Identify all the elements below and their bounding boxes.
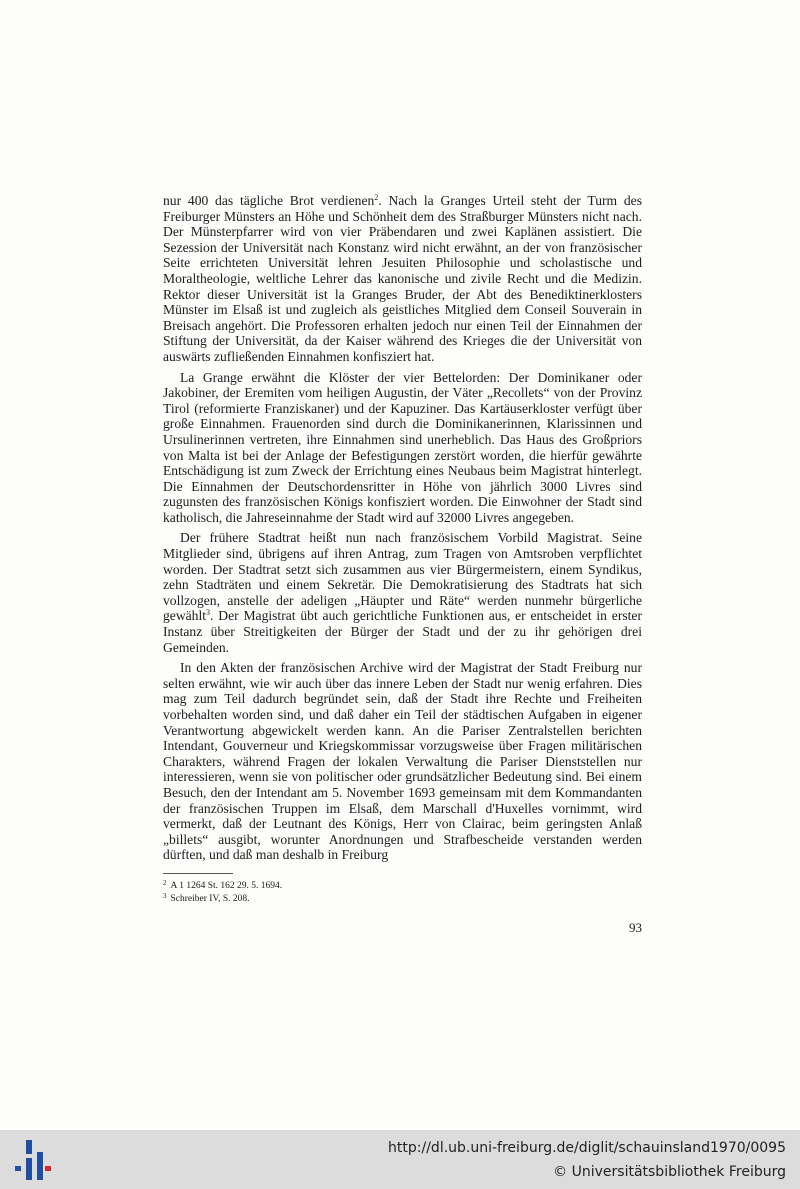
footnote: [163, 893, 563, 906]
paragraph-text: Der frühere Stadtrat heißt nun nach französischem Vorbild Magistrat. Seine Mitglieder sind, übrigens auf ihren Antrag, zum Tragen von Amtsroben verpflichtet worden. Der Stadtrat setzt sich zusammen aus vier Bürgermeistern, einem Syndikus, zehn Stadträten und einem Sekretär. Die Demokratisierung des Stadtrats hat sich vollzogen, anstelle der adeligen „Häupter und Räte“ werden nunmehr bürgerliche gewählt: [163, 530, 642, 624]
paragraph-text: La Grange erwähnt die Klöster der vier Bettelorden: Der Dominikaner oder Jakobiner, der Eremiten vom heiligen Augustin, der Väter „Recollets“ von der Provinz Tirol (reformierte Franziskaner) und der Kapuziner. Das Kartäuserkloster verfügt über große Einnahmen. Frauenorden sind durch die Dominikanerinnen, Klarissinnen und Ursulinerinnen vertreten, ihre Einnahmen sind unerheblich. Das Haus des Großpriors von Malta ist bei der Anlage der Befestigungen zerstört worden, die hierfür gewährte Entschädigung ist zum Zweck der Errichtung eines Neubaus beim Magistrat hinterlegt. Die Einnahmen der Deutschordensritter in Höhe von jährlich 3000 Livres sind zugunsten des französischen Königs konfisziert worden. Die Einwohner der Stadt sind katholisch, die Jahreseinnahme der Stadt wird auf 32000 Livres angegeben.: [163, 369, 642, 525]
footnotes: [163, 880, 563, 906]
paragraph-text: nur 400 das tägliche Brot verdienen: [163, 193, 375, 208]
paragraph: [163, 530, 642, 655]
document-url[interactable]: http://dl.ub.uni-freiburg.de/diglit/schauinsland1970/0095: [388, 1140, 786, 1156]
paragraph-text: In den Akten der französischen Archive wird der Magistrat der Stadt Freiburg nur selten erwähnt, wie wir auch über das innere Leben der Stadt nur wenig erfahren. Dies mag zum Teil dadurch begründet sein, daß der Stadt ihre Rechte und Freiheiten vorbehalten worden sind, und daß daher ein Teil der städtischen Aufgaben in eigener Verantwortung abgewickelt werden kann. An die Pariser Zentralstellen berichten Intendant, Gouverneur und Kriegskommissar vorzugsweise über Fragen militärischen Charakters, während Fragen der lokalen Verwaltung die Pariser Dienststellen nur interessieren, wenn sie von politischer oder grundsätzlicher Bedeutung sind. Bei einem Besuch, den der Intendant am 5. November 1693 gemeinsam mit dem Kommandanten der französischen Truppen im Elsaß, dem Marschall d'Huxelles vornimmt, wird vermerkt, daß der Leutnant des Königs, Herr von Clairac, beim geringsten Anlaß „billets“ ausgibt, worunter Anordnungen und Strafbescheide verstanden werden dürften, und daß man deshalb in Freiburg: [163, 660, 642, 863]
paragraph: [163, 660, 642, 863]
body-text: [163, 193, 642, 868]
footnote-mark: 2: [163, 879, 167, 887]
paragraph-text: . Der Magistrat übt auch gerichtliche Funktionen aus, er entscheidet in erster Instanz über Streitigkeiten der Bürger der Stadt und der zu ihr gehörigen drei Gemeinden.: [163, 608, 642, 655]
footnote-text: A 1 1264 St. 162 29. 5. 1694.: [170, 881, 283, 891]
footnote: [163, 880, 563, 893]
footnote-reference: 2: [374, 193, 379, 202]
footnote-mark: 3: [163, 892, 167, 900]
copyright-notice: © Universitätsbibliothek Freiburg: [553, 1164, 786, 1180]
paragraph-text: . Nach la Granges Urteil steht der Turm des Freiburger Münsters an Höhe und Schönheit dem des Straßburger Münsters nicht nach. Der Münsterpfarrer wird von vier Präbendaren und zwei Kaplänen assistiert. Die Sezession der Universität nach Konstanz wird nicht erwähnt, an der von französischer Seite errichteten Universität lehren Jesuiten Philosophie und scholastische und Moraltheologie, weltliche Lehrer das kanonische und zivile Recht und die Medizin. Rektor dieser Universität ist la Granges Bruder, der Abt des Benediktinerklosters Münster im Elsaß ist und zugleich als geistliches Mitglied dem Conseil Souverain in Breisach angehört. Die Professoren erhalten jedoch nur einen Teil der Einnahmen der Stiftung der Universität, da der Kaiser während des Krieges die der Universität von auswärts zufließenden Einnahmen konfisziert hat.: [163, 193, 642, 364]
viewer-footer: [0, 1130, 800, 1189]
footnote-reference: 3: [206, 608, 211, 618]
footnote-separator: [163, 873, 233, 874]
ub-freiburg-logo-icon: [12, 1138, 52, 1182]
paragraph: [163, 370, 642, 526]
footnote-text: Schreiber IV, S. 208.: [170, 894, 250, 904]
paragraph: [163, 193, 642, 365]
page-number: 93: [629, 920, 642, 935]
